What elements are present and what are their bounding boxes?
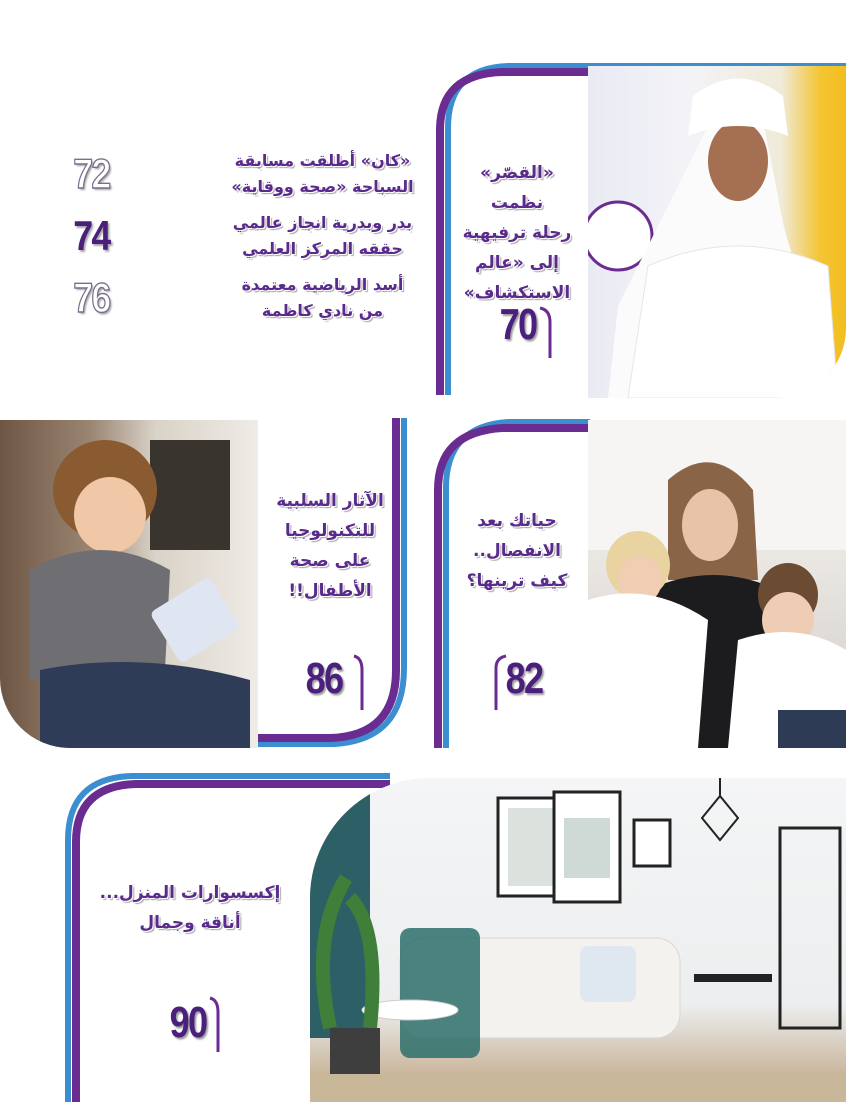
boy-tablet-photo (0, 420, 258, 748)
page-number-90: 90 (160, 994, 230, 1058)
page-number-70: 70 (488, 300, 558, 360)
feature-divorce-title: حياتك بعد الانفصال.. كيف ترينها؟ (466, 511, 568, 591)
page-number-82: 82 (488, 650, 558, 714)
living-room-photo (310, 778, 846, 1102)
man-portrait-photo (588, 66, 846, 398)
toc-item[interactable]: 74 بدر وبدرية انجاز عالمي حققه المركز العلمي (73, 212, 413, 259)
toc-item[interactable]: 76 أسد الرياضية معتمدة من نادي كاظمة (73, 274, 404, 321)
feature-home-title: إكسسوارات المنزل... أناقة وجمال (99, 883, 281, 933)
page-number-86: 86 (296, 650, 366, 714)
mother-children-photo (588, 420, 846, 748)
toc-item[interactable]: 72 «كان» أطلقت مسابقة السباحة «صحة ووقاية» (73, 150, 414, 197)
feature-tech-title: الآثار السلبية للتكنولوجيا على صحة الأطفال!! (276, 491, 384, 601)
feature-qasr-title: «القصّر» نظمت رحلة ترفيهية إلى «عالم الاستكشاف» (462, 163, 572, 303)
